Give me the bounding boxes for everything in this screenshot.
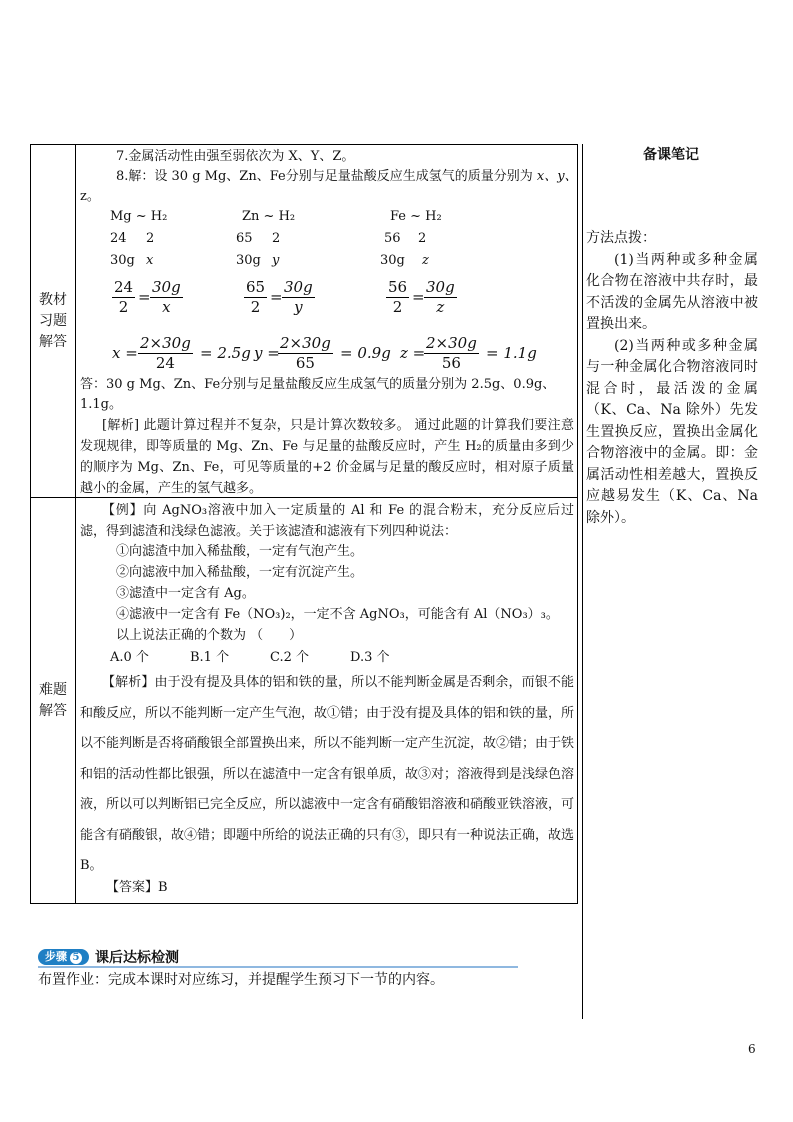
option-a: A.0 个 bbox=[110, 650, 149, 665]
rel-mg: Mg ~ H₂ bbox=[110, 209, 168, 224]
answer-line2: 1.1g。 bbox=[80, 397, 122, 412]
solution-text: 【解析】由于没有提及具体的铝和铁的量，所以不能判断金属是否剩余，而银不能和酸反应，所以不能判断一定产生气泡，故①错；由于没有提及具体的铝和铁的量，所以不能判断是否将硝酸银全部置换出来，所以不能判断一定产生沉淀，故②错；由于铁和铝的活动性都比银强，所以在滤渣中一定含有银单质，故③对；溶液得到是浅绿色溶液，所以可以判断铝已完全反应，所以滤液中一定含有硝酸铝溶液和硝酸亚铁溶液，可能含有硝酸银，故④错；即题中所给的说法正确的只有③，即只有一种说法正确，故选 B。 bbox=[80, 675, 575, 873]
zn-y: y bbox=[272, 253, 280, 268]
fe-z: z bbox=[422, 253, 429, 268]
prop-fe-right: $\frac{30g}{z}$ bbox=[426, 278, 455, 316]
fe-30g: 30g bbox=[380, 253, 405, 268]
mg-30g: 30g bbox=[110, 253, 135, 268]
example-text: 【例】向 AgNO₃溶液中加入一定质量的 Al 和 Fe 的混合粉末，充分反应后过滤，得到滤渣和浅绿色滤液。关于该滤渣和滤液有下列四种说法： bbox=[80, 503, 574, 539]
sol-z-res: = 1.1g bbox=[486, 344, 537, 362]
step-header bbox=[38, 947, 179, 967]
row1-label: 教材习题解答 bbox=[31, 145, 76, 497]
option-c: C.2 个 bbox=[270, 650, 310, 665]
row2-label: 难题解答 bbox=[31, 498, 76, 903]
row-difficult-problems bbox=[31, 498, 577, 903]
prop-mg-right: $\frac{30g}{x}$ bbox=[152, 278, 181, 316]
prop-zn-left: $\frac{65}{2}$ bbox=[246, 278, 266, 316]
step-underline bbox=[38, 966, 518, 968]
sol-y-res: = 0.9g bbox=[340, 344, 391, 362]
page-number: 6 bbox=[748, 1042, 756, 1056]
statement-2: ②向滤液中加入稀盐酸，一定有沉淀产生。 bbox=[116, 565, 364, 580]
sol-z-frac: $\frac{2\times 30g}{56}$ bbox=[426, 334, 477, 372]
fe-mass: 56 bbox=[384, 231, 401, 246]
analysis-text: [解析] 此题计算过程并不复杂，只是计算次数较多。 通过此题的计算我们要注意发现规律，即等质量的 Mg、Zn、Fe 与足量的盐酸反应时，产生 H₂的质量由多到少的顺序为 Mg、Zn、Fe，可见等质量的+2 价金属与足量的酸反应时，相对原子质量越小的金属，产生的氢气越多。 bbox=[80, 418, 574, 496]
sol-y-frac: $\frac{2\times 30g}{65}$ bbox=[280, 334, 331, 372]
zn-mass: 65 bbox=[236, 231, 253, 246]
prop-mg-left: $\frac{24}{2}$ bbox=[114, 278, 134, 316]
rel-fe: Fe ~ H₂ bbox=[390, 209, 442, 224]
zn-h: 2 bbox=[272, 231, 281, 246]
statement-3: ③滤渣中一定含有 Ag。 bbox=[116, 586, 255, 601]
row-textbook-answers bbox=[31, 145, 577, 498]
row1-content: 7.金属活动性由强至弱依次为 X、Y、Z。 8.解：设 30 g Mg、Zn、Fe分别与足量盐酸反应生成氢气的质量分别为 x、y、 z。 Mg ~ H₂ Zn ~ H₂ Fe ~ H₂ 24 2 65 2 56 2 30g x 30g y 30g z $\frac{24}{2}$ = $\frac{30g}{x}$ $\frac{65}{2}$ = $\frac{30g}{y}$ $\frac{56}{2}$ = $\frac{30g}{z}$ x = $\frac{2\times 30g}{24}$ = 2.5g y = $\frac{2\times 30g}{65}$ = 0.9g z = $\frac{2\times 30g}{56}$ = 1.1g 答：30 g Mg、Zn、Fe分别与足量盐酸反应生成氢气的质量分别为 2.5g、0.9g、 1.1g。 [解析] 此题计算过程并不复杂，只是计算次数较多。 通过此题的计算我们要注意发现规律，即等质量的 Mg、Zn、Fe 与足量的盐酸反应时，产生 H₂的质量由多到少的顺序为 Mg、Zn、Fe，可见等质量的+2 价金属与足量的酸反应时，相对原子质量越小的金属，产生的氢气越多。 bbox=[76, 145, 577, 497]
sol-x-res: = 2.5g bbox=[200, 344, 251, 362]
side-notes bbox=[586, 228, 758, 529]
main-table bbox=[30, 144, 578, 904]
option-b: B.1 个 bbox=[190, 650, 230, 665]
assignment-text: 布置作业：完成本课时对应练习，并提醒学生预习下一节的内容。 bbox=[38, 972, 444, 988]
prop-fe-left: $\frac{56}{2}$ bbox=[388, 278, 408, 316]
side-title: 备课笔记 bbox=[643, 147, 699, 163]
rel-zn: Zn ~ H₂ bbox=[242, 209, 296, 224]
zn-30g: 30g bbox=[236, 253, 261, 268]
step-title: 课后达标检测 bbox=[95, 950, 179, 966]
prop-zn-right: $\frac{30g}{y}$ bbox=[284, 278, 313, 316]
q8-intro-cont: z。 bbox=[80, 189, 100, 204]
mg-h: 2 bbox=[146, 231, 155, 246]
statement-4: ④滤液中一定含有 Fe（NO₃)₂，一定不含 AgNO₃，可能含有 Al（NO₃）₃。 bbox=[116, 607, 559, 622]
answer-line1: 答：30 g Mg、Zn、Fe分别与足量盐酸反应生成氢气的质量分别为 2.5g、0.9g、 bbox=[80, 377, 556, 392]
fe-h: 2 bbox=[418, 231, 427, 246]
step-number: 5 bbox=[70, 952, 82, 964]
tip-1: (1)当两种或多种金属化合物在溶液中共存时，最不活泼的金属先从溶液中被置换出来。 bbox=[586, 251, 758, 332]
sol-x-frac: $\frac{2\times 30g}{24}$ bbox=[140, 334, 191, 372]
statement-1: ①向滤渣中加入稀盐酸，一定有气泡产生。 bbox=[116, 544, 364, 559]
answer-key: 【答案】B bbox=[106, 880, 168, 895]
sol-x-lhs: x = bbox=[112, 344, 138, 362]
sol-y-lhs: y = bbox=[254, 344, 280, 362]
column-divider bbox=[582, 144, 583, 1019]
mg-x: x bbox=[146, 253, 154, 268]
tip-2: (2)当两种或多种金属与一种金属化合物溶液同时混合时，最活泼的金属（K、Ca、Na 除外）先发生置换反应，置换出金属化合物溶液中的金属。即：金属活动性相差越大，置换反应越易发生（K、Ca、Na 除外）。 bbox=[586, 337, 758, 526]
tip-label: 方法点拨： bbox=[586, 230, 656, 246]
option-d: D.3 个 bbox=[350, 650, 390, 665]
q7-answer: 7.金属活动性由强至弱依次为 X、Y、Z。 bbox=[116, 149, 355, 164]
question-text: 以上说法正确的个数为 （ ） bbox=[116, 628, 303, 643]
q8-intro: 8.解：设 30 g Mg、Zn、Fe分别与足量盐酸反应生成氢气的质量分别为 x、y、 bbox=[116, 169, 578, 184]
mg-mass: 24 bbox=[110, 231, 127, 246]
sol-z-lhs: z = bbox=[400, 344, 426, 362]
row2-content bbox=[76, 498, 577, 903]
step-badge: 步骤 5 bbox=[38, 949, 89, 965]
